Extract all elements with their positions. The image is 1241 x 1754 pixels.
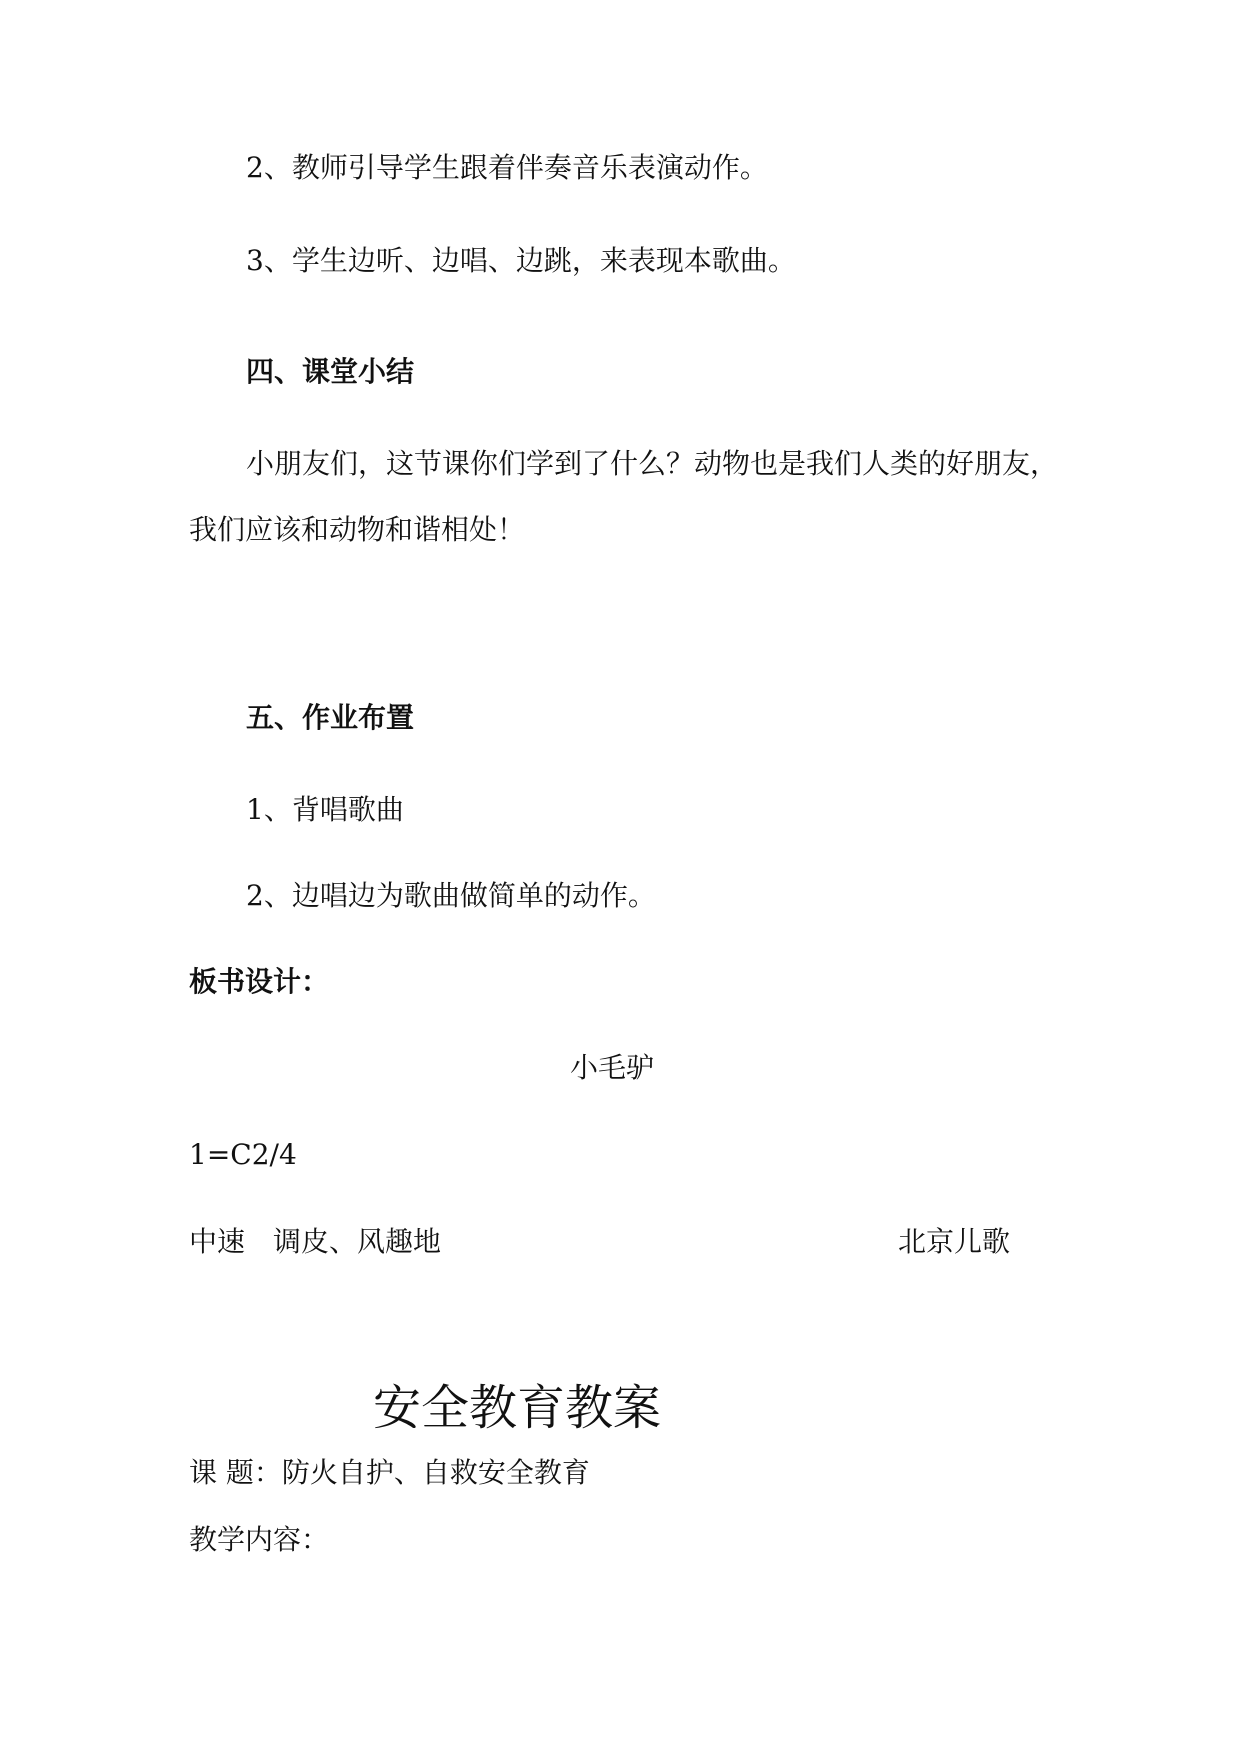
safety-plan-topic: 课 题：防火自护、自救安全教育: [189, 1456, 590, 1489]
section-4-paragraph-line-2: 我们应该和动物和谐相处！: [189, 513, 526, 546]
key-signature: 1=C2/4: [189, 1138, 297, 1171]
section-5-heading: 五、作业布置: [246, 701, 415, 734]
step-2-text: 2、教师引导学生跟着伴奏音乐表演动作。: [246, 151, 768, 184]
safety-plan-content-label: 教学内容：: [189, 1523, 330, 1556]
board-design-heading: 板书设计：: [189, 965, 330, 998]
safety-plan-title: 安全教育教案: [373, 1380, 662, 1436]
section-4-paragraph-line-1: 小朋友们，这节课你们学到了什么？动物也是我们人类的好朋友，: [246, 447, 1059, 480]
song-title: 小毛驴: [570, 1051, 655, 1084]
song-origin: 北京儿歌: [898, 1225, 1011, 1258]
homework-item-2: 2、边唱边为歌曲做简单的动作。: [246, 879, 656, 912]
section-4-heading: 四、课堂小结: [246, 355, 415, 388]
step-3-text: 3、学生边听、边唱、边跳，来表现本歌曲。: [246, 244, 796, 277]
homework-item-1: 1、背唱歌曲: [246, 793, 404, 826]
tempo-style: 中速 调皮、风趣地: [189, 1225, 442, 1258]
